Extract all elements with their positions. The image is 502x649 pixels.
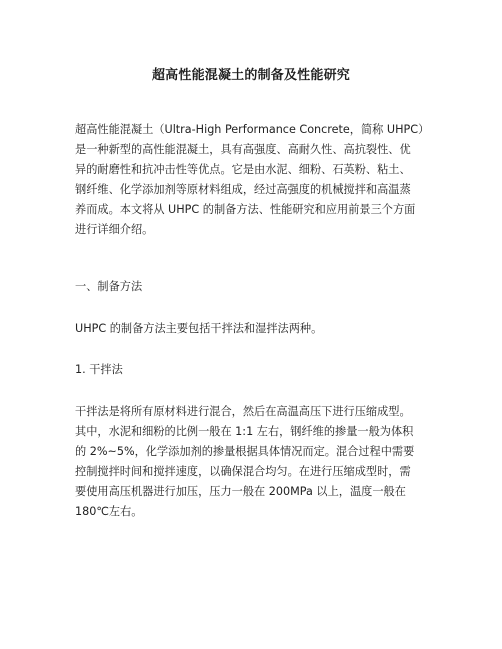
dry-mix-paragraph bbox=[75, 402, 414, 522]
section-paragraph-text: UHPC 的制备方法主要包括干拌法和湿拌法两种。 bbox=[75, 322, 323, 335]
intro-line: 异的耐磨性和抗冲击性等优点。它是由水泥、细粉、石英粉、粘土、 bbox=[75, 163, 411, 176]
subsection-heading bbox=[75, 360, 123, 380]
intro-line: 进行详细介绍。 bbox=[75, 223, 154, 236]
document-title: 超高性能混凝土的制备及性能研究 bbox=[151, 68, 350, 83]
subsection-heading-text: 1. 干拌法 bbox=[75, 363, 123, 376]
dry-mix-line: 控制搅拌时间和搅拌速度，以确保混合均匀。在进行压缩成型时，需 bbox=[75, 465, 411, 478]
intro-line: 养而成。本文将从 UHPC 的制备方法、性能研究和应用前景三个方面 bbox=[75, 203, 416, 216]
intro-line: 超高性能混凝土（Ultra-High Performance Concrete，简称 UHPC） bbox=[75, 123, 430, 136]
section-paragraph bbox=[75, 319, 322, 339]
dry-mix-line: 的 2%~5%，化学添加剂的掺量根据具体情况而定。混合过程中需要 bbox=[75, 445, 415, 458]
intro-line: 钢纤维、化学添加剂等原材料组成，经过高强度的机械搅拌和高温蒸 bbox=[75, 183, 411, 196]
intro-line: 是一种新型的高性能混凝土，具有高强度、高耐久性、高抗裂性、优 bbox=[75, 143, 411, 156]
dry-mix-line: 干拌法是将所有原材料进行混合，然后在高温高压下进行压缩成型。 bbox=[75, 405, 411, 418]
section-heading bbox=[75, 277, 142, 297]
dry-mix-line: 要使用高压机器进行加压，压力一般在 200MPa 以上，温度一般在 bbox=[75, 485, 406, 498]
section-heading-text: 一、制备方法 bbox=[75, 280, 143, 293]
dry-mix-line: 180℃左右。 bbox=[75, 505, 143, 518]
dry-mix-line: 其中，水泥和细粉的比例一般在 1:1 左右，钢纤维的掺量一般为体积 bbox=[75, 425, 414, 438]
intro-paragraph bbox=[75, 120, 430, 240]
